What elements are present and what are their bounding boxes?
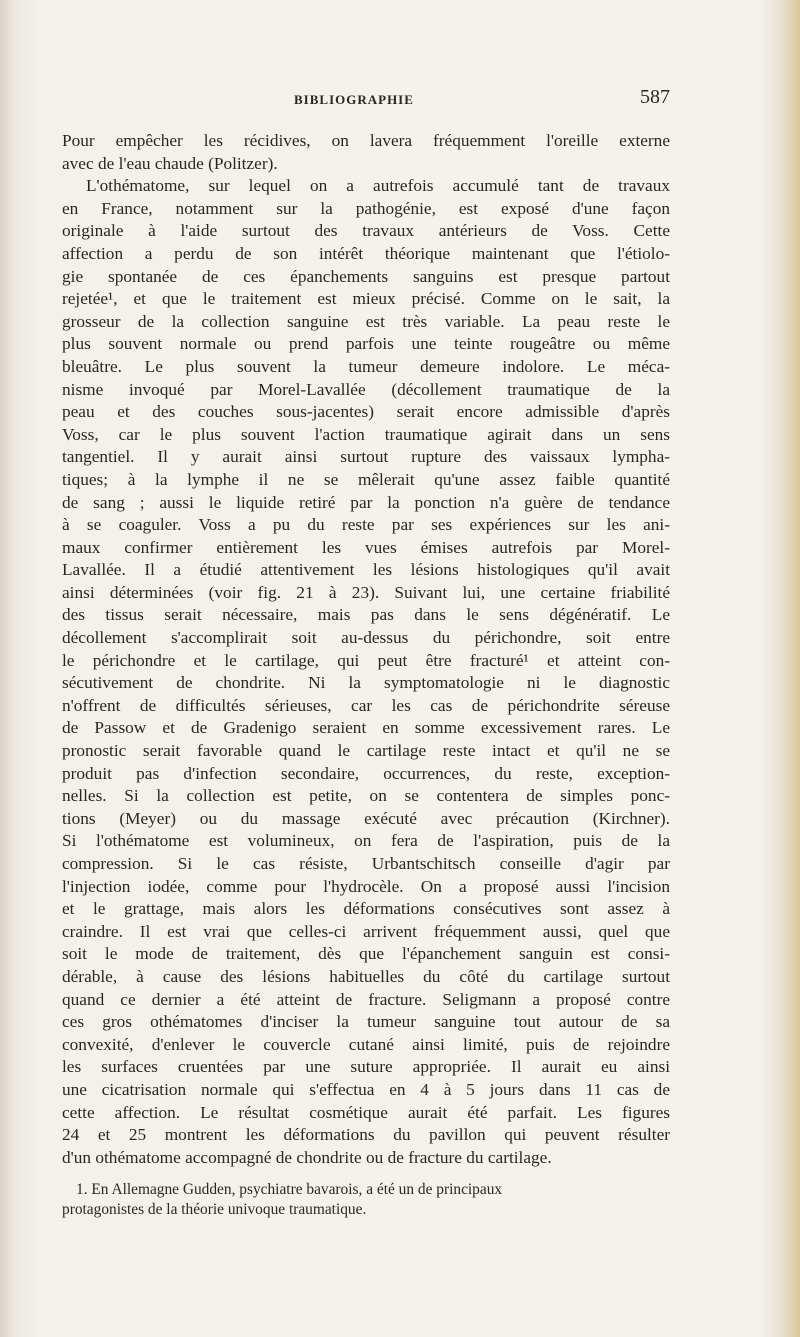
body-line: Pour empêcher les récidives, on lavera fréquemment l'oreille externe xyxy=(62,131,670,150)
body-line: plus souvent normale ou prend parfois une teinte rougeâtre ou même xyxy=(62,334,670,354)
body-line: maux confirmer entièrement les vues émises autrefois par Morel- xyxy=(62,537,670,557)
footnote xyxy=(62,1180,670,1220)
body-line: 24 et 25 montrent les déformations du pavillon qui peuvent résulter xyxy=(62,1125,670,1145)
page-header xyxy=(62,86,670,114)
body-line: Lavallée. Il a étudié attentivement les lésions histologiques qu'il avait xyxy=(62,560,670,580)
body-line: grosseur de la collection sanguine est très variable. La peau reste le xyxy=(62,311,670,331)
body-line: décollement s'accomplirait soit au-dessus du périchondre, soit entre xyxy=(62,628,670,648)
body-line: n'offrent de difficultés sérieuses, car les cas de périchondrite séreuse xyxy=(62,695,670,715)
body-line: et le grattage, mais alors les déformations consécutives sont assez à xyxy=(62,899,670,919)
body-line: convexité, d'enlever le couvercle cutané ainsi limité, puis de rejoindre xyxy=(62,1034,670,1054)
body-line: avec de l'eau chaude (Politzer). xyxy=(62,153,278,173)
body-line: à se coaguler. Voss a pu du reste par ses expériences sur les ani- xyxy=(62,515,670,535)
body-line: des tissus serait nécessaire, mais pas dans le sens dégénératif. Le xyxy=(62,605,670,625)
body-line: le périchondre et le cartilage, qui peut être fracturé¹ et atteint con- xyxy=(62,650,670,670)
body-line: pronostic serait favorable quand le cartilage reste intact et qu'il ne se xyxy=(62,741,670,761)
footnote-line: 1. En Allemagne Gudden, psychiatre bavarois, a été un de principaux xyxy=(76,1181,503,1198)
footnote-line: protagonistes de la théorie univoque traumatique. xyxy=(62,1201,367,1218)
body-line: soit le mode de traitement, dès que l'épanchement sanguin est consi- xyxy=(62,944,670,964)
running-title: BIBLIOGRAPHIE xyxy=(294,92,414,107)
body-line: nelles. Si la collection est petite, on se contentera de simples ponc- xyxy=(62,786,670,806)
body-line: de sang ; aussi le liquide retiré par la ponction n'a guère de tendance xyxy=(62,492,670,512)
body-line: tiques; à la lymphe il ne se mêlerait qu'une assez faible quantité xyxy=(62,469,670,489)
body-line: L'othématome, sur lequel on a autrefois accumulé tant de travaux xyxy=(86,176,670,196)
body-line: produit pas d'infection secondaire, occurrences, du reste, exception- xyxy=(62,763,670,783)
body-line: dérable, à cause des lésions habituelles du côté du cartilage surtout xyxy=(62,966,670,986)
body-line: tions (Meyer) ou du massage exécuté avec précaution (Kirchner). xyxy=(62,808,670,828)
body-line: bleuâtre. Le plus souvent la tumeur demeure indolore. Le méca- xyxy=(62,356,670,376)
body-line: compression. Si le cas résiste, Urbantschitsch conseille d'agir par xyxy=(62,854,670,873)
body-line: quand ce dernier a été atteint de fracture. Seligmann a proposé contre xyxy=(62,989,670,1009)
body-line: en France, notamment sur la pathogénie, est exposé d'une façon xyxy=(62,198,670,218)
body-line: ces gros othématomes d'inciser la tumeur sanguine tout autour de sa xyxy=(62,1012,670,1032)
body-line: nisme invoqué par Morel-Lavallée (décollement traumatique de la xyxy=(62,379,670,399)
body-line: sécutivement de chondrite. Ni la symptomatologie ni le diagnostic xyxy=(62,673,670,693)
body-line: originale à l'aide surtout des travaux antérieurs de Voss. Cette xyxy=(62,221,670,241)
body-line: ainsi déterminées (voir fig. 21 à 23). Suivant lui, une certaine friabilité xyxy=(62,582,670,602)
body-line: de Passow et de Gradenigo seraient en somme excessivement rares. Le xyxy=(62,718,670,738)
body-line: rejetée¹, et que le traitement est mieux précisé. Comme on le sait, la xyxy=(62,289,670,309)
body-line: Si l'othématome est volumineux, on fera de l'aspiration, puis de la xyxy=(62,831,670,851)
body-line: tangentiel. Il y aurait ainsi surtout rupture des vaissaux lympha- xyxy=(62,447,670,467)
body-line: craindre. Il est vrai que celles-ci arrivent fréquemment aussi, quel que xyxy=(62,921,670,941)
body-text xyxy=(62,130,670,1169)
body-line: gie spontanée de ces épanchements sanguins est presque partout xyxy=(62,266,670,286)
body-line: peau et des couches sous-jacentes) serait encore admissible d'après xyxy=(62,402,670,422)
body-line: l'injection iodée, comme pour l'hydrocèle. On a proposé aussi l'incision xyxy=(62,876,670,896)
page-number: 587 xyxy=(640,86,670,108)
body-line: une cicatrisation normale qui s'effectua en 4 à 5 jours dans 11 cas de xyxy=(62,1079,670,1099)
body-line: les surfaces cruentées par une suture appropriée. Il aurait eu ainsi xyxy=(62,1057,670,1077)
body-line: affection a perdu de son intérêt théorique maintenant que l'étiolo- xyxy=(62,243,670,263)
body-line: Voss, car le plus souvent l'action traumatique agirait dans un sens xyxy=(62,424,670,444)
body-line: d'un othématome accompagné de chondrite ou de fracture du cartilage. xyxy=(62,1147,552,1167)
body-line: cette affection. Le résultat cosmétique aurait été parfait. Les figures xyxy=(62,1102,670,1122)
